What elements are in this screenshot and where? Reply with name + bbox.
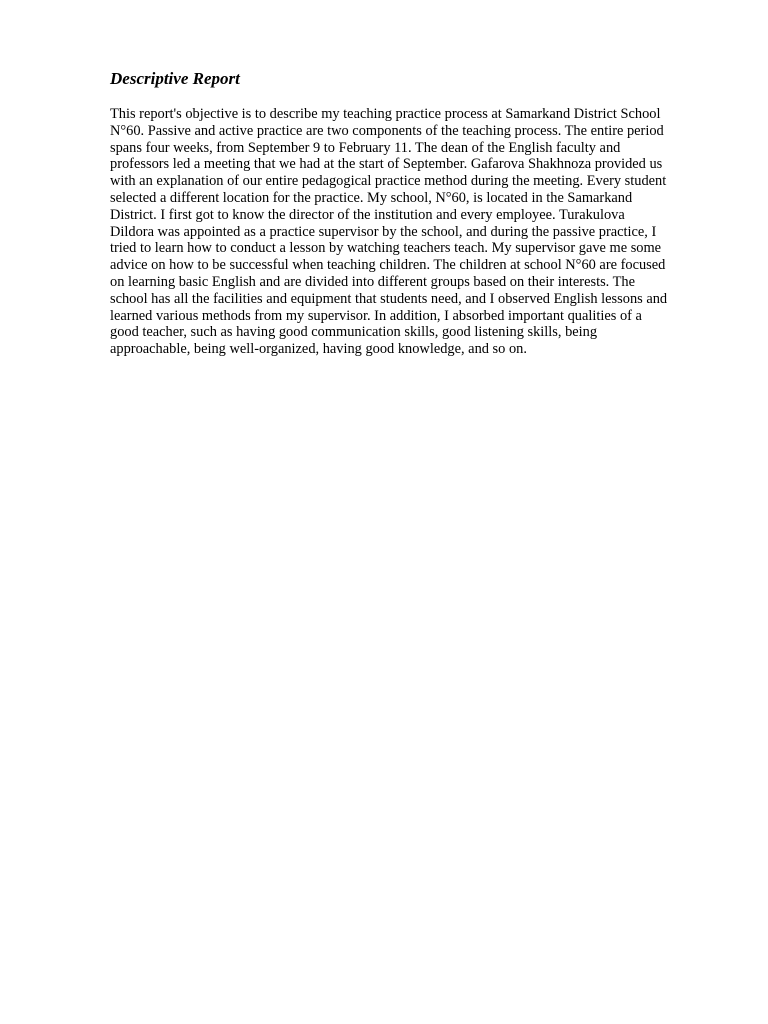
body-line: District. I first got to know the director of the institution and every employee. Turakulova [110, 206, 625, 223]
body-line: tried to learn how to conduct a lesson by watching teachers teach. My supervisor gave me some [110, 240, 662, 257]
body-line: with an explanation of our entire pedagogical practice method during the meeting. Every student [110, 173, 667, 190]
body-line: This report's objective is to describe my teaching practice process at Samarkand District School [110, 106, 661, 122]
body-line: advice on how to be successful when teaching children. The children at school N°60 are focused [110, 257, 666, 274]
body-line: selected a different location for the practice. My school, N°60, is located in the Samarkand [110, 189, 633, 206]
body-line: learned various methods from my supervisor. In addition, I absorbed important qualities of a [110, 307, 642, 324]
body-line: professors led a meeting that we had at the start of September. Gafarova Shakhnoza provided us [110, 156, 663, 173]
body-line: good teacher, such as having good communication skills, good listening skills, being [110, 324, 598, 341]
body-line: on learning basic English and are divided into different groups based on their interests. The [110, 273, 635, 290]
body-line: school has all the facilities and equipment that students need, and I observed English lessons and [110, 290, 668, 307]
document-content [110, 68, 712, 358]
body-line: spans four weeks, from September 9 to February 11. The dean of the English faculty and [110, 139, 621, 156]
document-title: Descriptive Report [110, 69, 240, 88]
body-line: N°60. Passive and active practice are two components of the teaching process. The entire period [110, 122, 664, 139]
body-line: approachable, being well-organized, having good knowledge, and so on. [110, 341, 527, 358]
body-line: Dildora was appointed as a practice supervisor by the school, and during the passive practice, I [110, 223, 657, 240]
document-body [110, 106, 712, 358]
